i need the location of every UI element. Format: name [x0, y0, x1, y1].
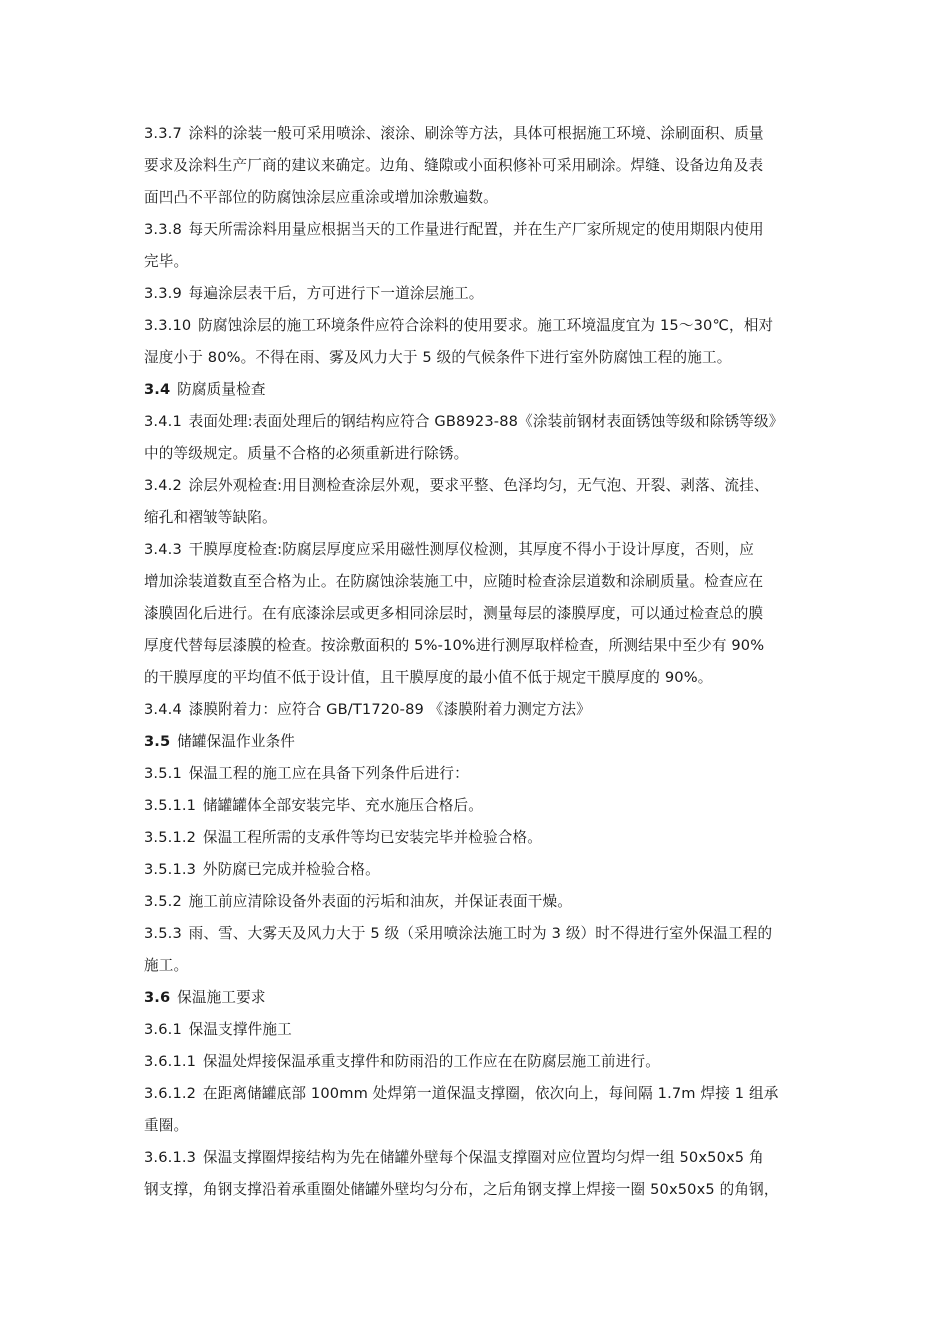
- line-text: 钢支撑，角钢支撑沿着承重圈处储罐外壁均匀分布，之后角钢支撑上焊接一圈 50x50x5 的角钢，: [144, 1181, 779, 1198]
- text-line: [144, 822, 808, 854]
- text-line: [144, 406, 808, 438]
- line-text: 重圈。: [144, 1117, 189, 1134]
- text-line: [144, 662, 808, 694]
- line-text: 的干膜厚度的平均值不低于设计值，且干膜厚度的最小值不低于规定干膜厚度的 90%。: [144, 669, 713, 686]
- text-line: [144, 758, 808, 790]
- line-text: 保温支撑件施工: [183, 1021, 292, 1038]
- text-line: [144, 566, 808, 598]
- text-line: [144, 1174, 808, 1206]
- section-heading: [144, 374, 808, 406]
- text-line: [144, 182, 808, 214]
- clause-number: 3.6.1.1: [144, 1053, 197, 1070]
- clause-number: 3.5.1: [144, 765, 182, 782]
- clause-number: 3.5.1.1: [144, 797, 197, 814]
- text-line: [144, 1110, 808, 1142]
- line-text: 保温支撑圈焊接结构为先在储罐外壁每个保温支撑圈对应位置均匀焊一组 50x50x5 角: [198, 1149, 764, 1166]
- clause-number: 3.6.1.3: [144, 1149, 197, 1166]
- text-line: [144, 214, 808, 246]
- line-text: 施工。: [144, 957, 189, 974]
- clause-number: 3.4.2: [144, 477, 182, 494]
- text-line: [144, 278, 808, 310]
- line-text: 厚度代替每层漆膜的检查。按涂敷面积的 5%-10%进行测厚取样检查，所测结果中至少有 90%: [144, 637, 765, 654]
- line-text: 保温工程所需的支承件等均已安装完毕并检验合格。: [198, 829, 543, 846]
- text-line: [144, 854, 808, 886]
- text-line: [144, 246, 808, 278]
- text-line: [144, 470, 808, 502]
- line-text: 防腐质量检查: [172, 381, 266, 398]
- clause-number: 3.5.1.3: [144, 861, 197, 878]
- line-text: 防腐蚀涂层的施工环境条件应符合涂料的使用要求。施工环境温度宜为 15～30℃，相对: [193, 317, 774, 334]
- line-text: 在距离储罐底部 100mm 处焊第一道保温支撑圈，依次向上，每间隔 1.7m 焊接 1 组承: [198, 1085, 779, 1102]
- line-text: 储罐罐体全部安装完毕、充水施压合格后。: [198, 797, 484, 814]
- text-line: [144, 918, 808, 950]
- text-line: [144, 342, 808, 374]
- line-text: 完毕。: [144, 253, 189, 270]
- clause-number: 3.5.2: [144, 893, 182, 910]
- clause-number: 3.6: [144, 989, 171, 1006]
- clause-number: 3.3.8: [144, 221, 182, 238]
- text-line: [144, 630, 808, 662]
- clause-number: 3.6.1.2: [144, 1085, 197, 1102]
- line-text: 缩孔和褶皱等缺陷。: [144, 509, 277, 526]
- text-line: [144, 1078, 808, 1110]
- text-line: [144, 950, 808, 982]
- document-body: [144, 118, 808, 1206]
- text-line: [144, 1014, 808, 1046]
- text-line: [144, 534, 808, 566]
- line-text: 保温施工要求: [172, 989, 266, 1006]
- clause-number: 3.5.3: [144, 925, 182, 942]
- clause-number: 3.3.7: [144, 125, 182, 142]
- text-line: [144, 790, 808, 822]
- line-text: 每遍涂层表干后，方可进行下一道涂层施工。: [183, 285, 484, 302]
- line-text: 增加涂装道数直至合格为止。在防腐蚀涂装施工中，应随时检查涂层道数和涂刷质量。检查应在: [144, 573, 764, 590]
- line-text: 干膜厚度检查:防腐层厚度应采用磁性测厚仪检测，其厚度不得小于设计厚度，否则，应: [183, 541, 755, 558]
- text-line: [144, 1142, 808, 1174]
- line-text: 保温处焊接保温承重支撑件和防雨沿的工作应在在防腐层施工前进行。: [198, 1053, 660, 1070]
- text-line: [144, 694, 808, 726]
- text-line: [144, 502, 808, 534]
- line-text: 中的等级规定。质量不合格的必须重新进行除锈。: [144, 445, 469, 462]
- clause-number: 3.4.1: [144, 413, 182, 430]
- line-text: 涂层外观检查:用目测检查涂层外观，要求平整、色泽均匀，无气泡、开裂、剥落、流挂、: [183, 477, 769, 494]
- clause-number: 3.6.1: [144, 1021, 182, 1038]
- line-text: 面凹凸不平部位的防腐蚀涂层应重涂或增加涂敷遍数。: [144, 189, 498, 206]
- line-text: 要求及涂料生产厂商的建议来确定。边角、缝隙或小面积修补可采用刷涂。焊缝、设备边角及表: [144, 157, 764, 174]
- line-text: 雨、雪、大雾天及风力大于 5 级（采用喷涂法施工时为 3 级）时不得进行室外保温工程的: [183, 925, 773, 942]
- clause-number: 3.4: [144, 381, 171, 398]
- text-line: [144, 1046, 808, 1078]
- line-text: 施工前应清除设备外表面的污垢和油灰，并保证表面干燥。: [183, 893, 573, 910]
- clause-number: 3.3.9: [144, 285, 182, 302]
- line-text: 每天所需涂料用量应根据当天的工作量进行配置，并在生产厂家所规定的使用期限内使用: [183, 221, 764, 238]
- clause-number: 3.5.1.2: [144, 829, 197, 846]
- clause-number: 3.5: [144, 733, 171, 750]
- text-line: [144, 310, 808, 342]
- line-text: 湿度小于 80%。不得在雨、雾及风力大于 5 级的气候条件下进行室外防腐蚀工程的施工。: [144, 349, 732, 366]
- text-line: [144, 886, 808, 918]
- section-heading: [144, 982, 808, 1014]
- clause-number: 3.3.10: [144, 317, 192, 334]
- line-text: 漆膜附着力：应符合 GB/T1720-89 《漆膜附着力测定方法》: [183, 701, 591, 718]
- line-text: 漆膜固化后进行。在有底漆涂层或更多相同涂层时，测量每层的漆膜厚度，可以通过检查总的膜: [144, 605, 764, 622]
- clause-number: 3.4.4: [144, 701, 182, 718]
- text-line: [144, 118, 808, 150]
- line-text: 保温工程的施工应在具备下列条件后进行：: [183, 765, 469, 782]
- text-line: [144, 598, 808, 630]
- line-text: 涂料的涂装一般可采用喷涂、滚涂、刷涂等方法，具体可根据施工环境、涂刷面积、质量: [183, 125, 764, 142]
- line-text: 外防腐已完成并检验合格。: [198, 861, 380, 878]
- line-text: 储罐保温作业条件: [172, 733, 296, 750]
- clause-number: 3.4.3: [144, 541, 182, 558]
- text-line: [144, 438, 808, 470]
- line-text: 表面处理:表面处理后的钢结构应符合 GB8923-88《涂装前钢材表面锈蚀等级和除锈等级》: [183, 413, 784, 430]
- text-line: [144, 150, 808, 182]
- section-heading: [144, 726, 808, 758]
